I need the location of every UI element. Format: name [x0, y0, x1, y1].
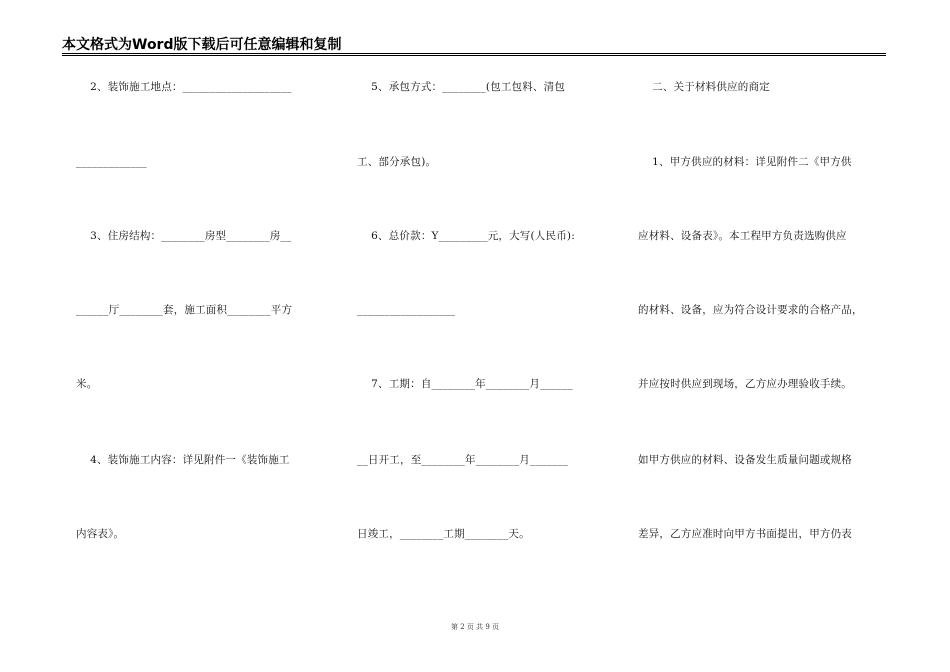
text-line: 7、工期：自________年________月______: [357, 378, 573, 390]
text-line: 工、部分承包)。: [357, 156, 437, 168]
page-number-footer: 第 2 页 共 9 页: [450, 623, 500, 631]
text-line: _____________: [76, 156, 147, 168]
text-line: 差异，乙方应准时向甲方书面提出，甲方仍表: [638, 528, 852, 540]
text-line: 如甲方供应的材料、设备发生质量问题或规格: [638, 454, 852, 466]
text-line: ______厅________套，施工面积________平方: [76, 304, 293, 316]
text-line: 米。: [76, 378, 98, 390]
text-line: 2、装饰施工地点：____________________: [76, 81, 292, 93]
text-line: 并应按时供应到现场，乙方应办理验收手续。: [638, 378, 852, 390]
text-line: 3、住房结构：________房型________房__: [76, 230, 292, 242]
text-line: __________________: [357, 304, 456, 316]
text-line: 内容表》。: [76, 528, 125, 540]
text-line: 6、总价款：Y_________元，大写(人民币):: [357, 230, 575, 242]
text-line: 二、关于材料供应的商定: [638, 81, 770, 93]
document-header-title: 本文格式为Word版下载后可任意编辑和复制: [62, 37, 342, 53]
header-divider-top: [62, 53, 886, 54]
header-divider-bottom: [62, 55, 886, 56]
text-line: __日开工，至________年________月_______: [357, 454, 569, 466]
text-line: 4、装饰施工内容：详见附件一《装饰施工: [76, 454, 290, 466]
text-line: 应材料、设备表》。本工程甲方负责选购供应: [638, 230, 847, 242]
text-line: 5、承包方式：________(包工包料、清包: [357, 81, 566, 93]
text-line: 日竣工，________工期________天。: [357, 528, 530, 540]
text-line: 的材料、设备，应为符合设计要求的合格产品，: [638, 304, 863, 316]
text-line: 1、甲方供应的材料：详见附件二《甲方供: [638, 156, 852, 168]
